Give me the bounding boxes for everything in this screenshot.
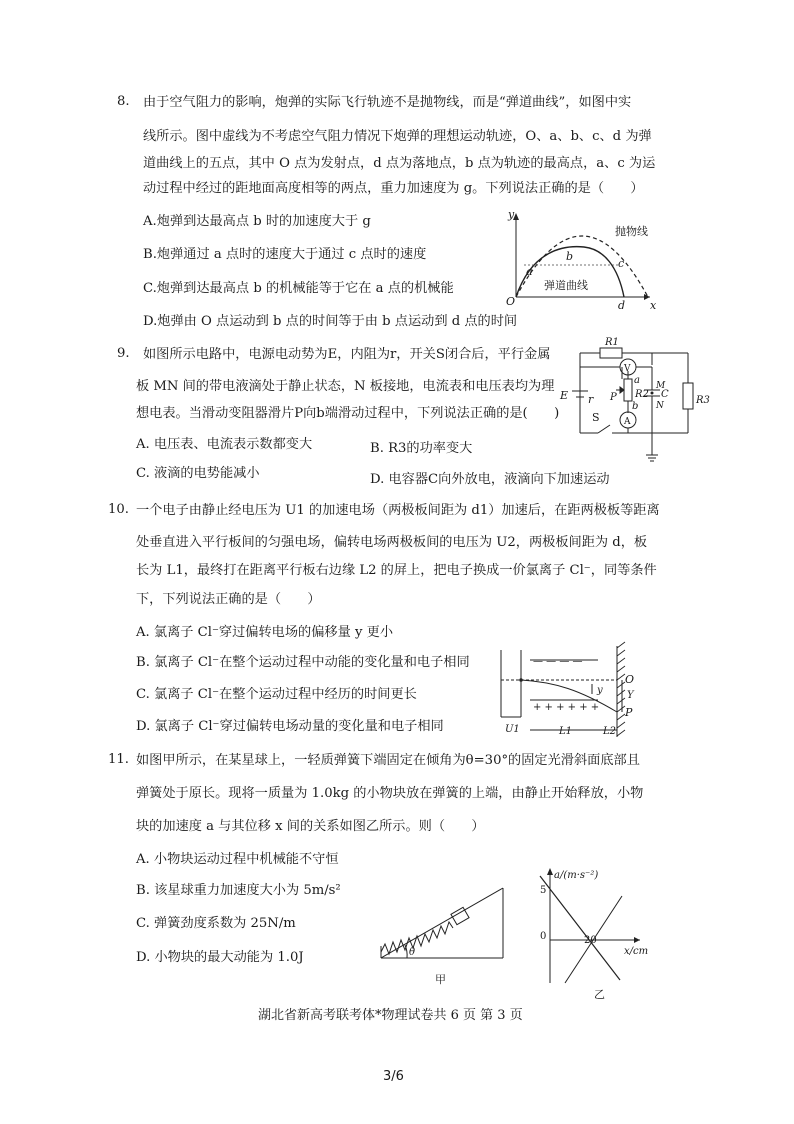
q10-stem-line-1: 一个电子由静止经电压为 U1 的加速电场（两极板间距为 d1）加速后，在距两极板等距离 (136, 503, 660, 518)
q11-chart-ytick-5: 5 (540, 885, 547, 896)
q8-fig-o-label: O (506, 295, 516, 308)
q11-stem-line-1: 如图甲所示，在某星球上，一轻质弹簧下端固定在倾角为θ=30°的固定光滑斜面底部且 (136, 753, 640, 768)
q11-chart-yi (530, 868, 660, 1003)
q9-fig-ammeter-label: A (624, 417, 631, 427)
q10-option-d: D. 氯离子 Cl⁻穿过偏转电场动量的变化量和电子相同 (136, 719, 444, 734)
q10-stem-line-3: 长为 L1，最终打在距离平行板右边缘 L2 的屏上，把电子换成一价氯离子 Cl⁻，同等条件 (136, 563, 657, 578)
q11-chart-series-line (540, 876, 620, 980)
q11-option-a: A. 小物块运动过程中机械能不守恒 (136, 852, 339, 867)
q9-number: 9. (117, 346, 130, 361)
page-footer: 湖北省新高考联考体*物理试卷共 6 页 第 3 页 (258, 1008, 523, 1023)
q9-fig-e-label: E (560, 389, 569, 402)
q8-fig-a-label: a (526, 265, 533, 278)
page-number: 3/6 (383, 1069, 404, 1084)
q8-option-b: B.炮弹通过 a 点时的速度大于通过 c 点时的速度 (143, 247, 427, 262)
q11-number: 11. (108, 752, 129, 767)
q10-option-a: A. 氯离子 Cl⁻穿过偏转电场的偏移量 y 更小 (136, 625, 394, 640)
q9-fig-r-label: r (588, 393, 594, 406)
q11-option-c: C. 弹簧劲度系数为 25N/m (136, 916, 296, 931)
q8-number: 8. (117, 94, 130, 109)
q10-fig-p-label: P (625, 706, 633, 719)
q10-option-c: C. 氯离子 Cl⁻在整个运动过程中经历的时间更长 (136, 687, 417, 702)
q8-stem-line-1: 由于空气阻力的影响，炮弹的实际飞行轨迹不是抛物线，而是“弹道曲线”，如图中实 (143, 95, 632, 110)
q11-stem-line-2: 弹簧处于原长。现将一质量为 1.0kg 的小物块放在弹簧的上端，由静止开始释放，小物 (136, 786, 644, 801)
q9-fig-m-label: M (656, 381, 666, 391)
q8-trajectory-figure (500, 205, 660, 315)
q11-fig-jia-caption: 甲 (435, 973, 446, 986)
q9-fig-p-label: P (610, 392, 617, 403)
q11-incline-figure-jia (375, 880, 520, 990)
q9-fig-s-label: S (592, 411, 600, 424)
q10-fig-plus-plate: + + + + + + (533, 702, 600, 713)
q10-stem-line-2: 处垂直进入平行板间的匀强电场，偏转电场两极板间的电压为 U2，两极板间距为 d，板 (136, 535, 648, 550)
q11-option-b: B. 该星球重力加速度大小为 5m/s² (136, 883, 341, 898)
q10-fig-l1-label: L1 (559, 726, 573, 737)
q9-stem-line-1: 如图所示电路中，电源电动势为E，内阻为r，开关S闭合后，平行金属 (143, 347, 551, 362)
q9-stem-line-3: 想电表。当滑动变阻器滑片P向b端滑动过程中，下列说法正确的是( ) (136, 406, 560, 421)
q8-fig-ballistic-label: 弹道曲线 (544, 279, 588, 292)
q8-option-d: D.炮弹由 O 点运动到 b 点的时间等于由 b 点运动到 d 点的时间 (143, 314, 518, 329)
q9-fig-voltmeter-label: V (624, 364, 631, 374)
q10-fig-Y-label: Y (627, 690, 634, 701)
q11-chart-xtick-20: 20 (584, 935, 597, 946)
q10-fig-l2-label: L2 (603, 726, 617, 737)
q11-chart-ytick-0: 0 (540, 931, 547, 942)
q11-fig-yi-caption: 乙 (594, 988, 605, 1001)
q9-circuit-figure (550, 335, 710, 470)
q11-option-d: D. 小物块的最大动能为 1.0J (136, 950, 304, 965)
q10-fig-u1-label: U1 (505, 724, 520, 735)
q10-fig-o-label: O (625, 673, 635, 686)
q8-fig-x-label: x (650, 299, 657, 312)
q11-stem-line-3: 块的加速度 a 与其位移 x 间的关系如图乙所示。则（ ） (136, 819, 485, 834)
q8-fig-parabola-label: 抛物线 (615, 225, 648, 238)
q8-fig-y-label: y (508, 208, 515, 221)
q9-fig-r3-label: R3 (696, 395, 710, 406)
q8-stem-line-3: 道曲线上的五点，其中 O 点为发射点，d 点为落地点，b 点为轨迹的最高点，a、c 为运 (143, 156, 656, 171)
q10-number: 10. (108, 502, 129, 517)
q8-fig-d-label: d (618, 299, 626, 312)
q9-fig-a-label: a (634, 375, 640, 386)
q10-stem-line-4: 下，下列说法正确的是（ ） (136, 592, 321, 607)
q9-option-c: C. 液滴的电势能减小 (136, 466, 260, 481)
q9-fig-c-label: C (661, 389, 669, 400)
q9-option-b: B. R3的功率变大 (370, 441, 473, 456)
q9-stem-line-2: 板 MN 间的带电液滴处于静止状态，N 板接地，电流表和电压表均为理 (136, 379, 555, 394)
q10-option-b: B. 氯离子 Cl⁻在整个运动过程中动能的变化量和电子相同 (136, 655, 470, 670)
q11-chart-axes (550, 870, 640, 983)
q10-fig-minus-plate: — — — — (533, 656, 583, 667)
q8-stem-line-4: 动过程中经过的距地面高度相等的两点，重力加速度为 g。下列说法正确的是（ ） (143, 181, 644, 196)
q10-deflection-figure (495, 642, 635, 742)
q11-chart-ylabel: a/(m·s⁻²) (554, 870, 599, 881)
q11-fig-theta-label: θ (409, 947, 416, 958)
q9-option-a: A. 电压表、电流表示数都变大 (136, 437, 313, 452)
q9-fig-r2-label: R2 (635, 389, 649, 400)
q8-stem-line-2: 线所示。图中虚线为不考虑空气阻力情况下炮弹的理想运动轨迹，O、a、b、c、d 为弹 (143, 129, 652, 144)
q9-fig-r1-label: R1 (605, 337, 619, 348)
q9-fig-b-label: b (632, 401, 639, 412)
q8-fig-b-label: b (566, 250, 574, 263)
q9-fig-n-label: N (656, 401, 664, 411)
q8-fig-c-label: c (618, 257, 625, 270)
q11-chart-xlabel: x/cm (624, 946, 649, 957)
q8-option-c: C.炮弹到达最高点 b 的机械能等于它在 a 点的机械能 (143, 281, 454, 296)
q9-option-d: D. 电容器C向外放电，液滴向下加速运动 (370, 472, 610, 487)
q10-fig-y-label: y (597, 685, 603, 696)
q8-option-a: A.炮弹到达最高点 b 时的加速度大于 g (143, 214, 371, 229)
